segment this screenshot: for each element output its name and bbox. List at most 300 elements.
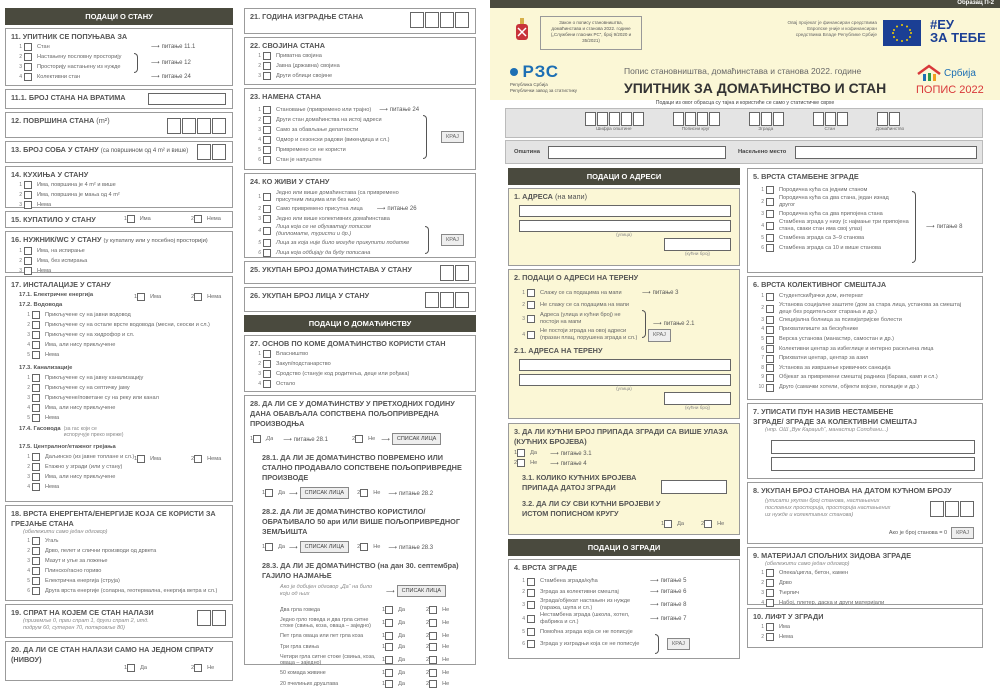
option[interactable]: 3 Ћерпич <box>761 589 800 596</box>
end-button[interactable]: КРАЈ <box>951 527 974 539</box>
question-title: 3. ДА ЛИ КУЋНИ БРОЈ ПРИПАДА ЗГРАДИ СА ВИШЕ УЛАЗА (КУЋНИХ БРОЈЕВА) <box>514 427 729 446</box>
question-2 <box>508 269 740 419</box>
checkbox[interactable] <box>429 606 437 614</box>
checkbox[interactable] <box>664 520 672 528</box>
checkbox[interactable] <box>24 43 32 51</box>
checkbox[interactable] <box>527 601 535 609</box>
checkbox[interactable] <box>265 543 273 551</box>
no-option[interactable]: 2 Не <box>426 656 450 663</box>
address-map-input[interactable] <box>519 205 731 217</box>
option[interactable]: 2 Нема <box>761 633 794 640</box>
option[interactable]: 2 Има, површина је мања од 4 m² <box>19 191 120 198</box>
checkbox[interactable] <box>127 664 135 672</box>
yes-option[interactable]: 1 Да <box>382 643 406 650</box>
yes-option[interactable]: 1 Има <box>124 216 151 222</box>
option[interactable]: 5 Нема <box>27 351 60 358</box>
code-digit-box[interactable] <box>673 112 684 126</box>
checkbox[interactable] <box>766 222 774 230</box>
yes-option[interactable]: 1 Да <box>382 680 406 687</box>
settlement-input[interactable] <box>795 146 977 159</box>
option[interactable]: 3 Специјална болница за психијатријске болести <box>761 316 902 323</box>
code-digit-box[interactable] <box>825 112 836 126</box>
code-digit-box[interactable] <box>877 112 888 126</box>
no-option[interactable]: 2 Не <box>426 680 450 687</box>
checkbox[interactable] <box>194 664 202 672</box>
checkbox[interactable] <box>263 360 271 368</box>
code-digit-box[interactable] <box>633 112 644 126</box>
checkbox[interactable] <box>429 619 437 627</box>
question-4 <box>508 559 740 659</box>
code-label: Шифра општине <box>596 126 632 131</box>
building-name-input-2[interactable] <box>771 457 975 471</box>
checkbox[interactable] <box>527 301 535 309</box>
checkbox[interactable] <box>32 547 40 555</box>
option[interactable]: 6 Стан је напуштен <box>258 156 322 163</box>
option[interactable]: 3 Просторију настањену из нужде <box>19 63 121 70</box>
code-digit-box[interactable] <box>761 112 772 126</box>
checkbox[interactable] <box>766 384 774 392</box>
checkbox[interactable] <box>32 351 40 359</box>
checkbox[interactable] <box>24 267 32 275</box>
checkbox[interactable] <box>263 239 271 247</box>
option[interactable]: 3 Једно или више колективних домаћинстава <box>258 215 390 222</box>
checkbox[interactable] <box>263 146 271 154</box>
checkbox[interactable] <box>32 567 40 575</box>
checkbox[interactable] <box>127 215 135 223</box>
checkbox[interactable] <box>194 215 202 223</box>
code-digit-box[interactable] <box>837 112 848 126</box>
checkbox[interactable] <box>32 404 40 412</box>
option[interactable]: 1 Једно или више домаћинстава (са привремено присутним лицима или без њих) <box>258 190 399 203</box>
option[interactable]: 3 Породична кућа са два припојена стана <box>761 210 883 217</box>
no-option[interactable]: 2 Нема <box>191 216 221 222</box>
checkbox[interactable] <box>263 106 271 114</box>
checkbox[interactable] <box>527 315 535 323</box>
checkbox[interactable] <box>32 463 40 471</box>
checkbox[interactable] <box>137 293 145 301</box>
checkbox[interactable] <box>194 293 202 301</box>
checkbox[interactable] <box>24 201 32 209</box>
person-list-button[interactable]: СПИСАК ЛИЦА <box>392 433 441 445</box>
option[interactable]: 6 Колективни центар за избеглице и интерно расељена лица <box>761 345 934 352</box>
checkbox[interactable] <box>766 234 774 242</box>
no-option[interactable]: 2 Не <box>351 436 376 442</box>
checkbox[interactable] <box>704 520 712 528</box>
option[interactable]: 2 Дрво <box>761 579 792 586</box>
yes-option[interactable]: 1 Да <box>382 632 406 639</box>
option[interactable]: 1 Становање (привремено или трајно) ⟶ питање 24 <box>258 106 420 113</box>
code-group[interactable] <box>672 112 720 137</box>
option[interactable]: 2 Прикључене су на остале врсте водовода (месни, сеоски и сл.) <box>27 321 210 328</box>
livestock-row: Четири грла ситне стоке (свиња, коза, оваца – заједно) 1 Да 2 Не <box>280 653 450 666</box>
checkbox[interactable] <box>766 355 774 363</box>
option[interactable]: 4 Има, али нису прикључене <box>27 404 116 411</box>
checkbox[interactable] <box>766 186 774 194</box>
option[interactable]: 4 Нестамбена зграда (школа, хотел, фабрика и сл.) ⟶ питање 7 <box>522 612 687 625</box>
no-option[interactable]: 2 Не <box>426 632 450 639</box>
rooms-digit-boxes[interactable] <box>196 144 226 160</box>
checkbox[interactable] <box>766 293 774 301</box>
option[interactable]: 5 Стамбена зграда са 3–9 станова <box>761 234 865 241</box>
option[interactable]: 4 Одмор и сезонски радови (викендица и сл.) <box>258 136 390 143</box>
checkbox[interactable] <box>766 316 774 324</box>
checkbox[interactable] <box>766 623 774 631</box>
no-option[interactable]: 2 Не <box>357 544 381 550</box>
checkbox[interactable] <box>766 336 774 344</box>
option[interactable]: 3 Прикључене су на хидрофор и сл. <box>27 331 135 338</box>
checkbox[interactable] <box>263 370 271 378</box>
checkbox[interactable] <box>263 215 271 223</box>
no-option[interactable]: 2 Не <box>426 669 450 676</box>
checkbox[interactable] <box>429 656 437 664</box>
option[interactable]: 4 Нема <box>27 483 60 490</box>
checkbox[interactable] <box>766 345 774 353</box>
question-18 <box>5 505 233 601</box>
checkbox[interactable] <box>263 350 271 358</box>
checkbox[interactable] <box>766 589 774 597</box>
checkbox[interactable] <box>360 543 368 551</box>
option[interactable]: 6 Стамбена зграда са 10 и више станова <box>761 244 881 251</box>
checkbox[interactable] <box>263 72 271 80</box>
checkbox[interactable] <box>24 191 32 199</box>
yes-option[interactable]: 1 Да <box>661 521 685 527</box>
question-12 <box>5 112 233 138</box>
option[interactable]: 2 Дрво, пелет и слични производи од дрвета <box>27 547 157 554</box>
yes-option[interactable]: 1 Да <box>124 665 148 671</box>
building-name-input-1[interactable] <box>771 440 975 454</box>
option[interactable]: 4 Не постоји зграда на овој адреси (празан плац, порушена зграда и сл.) КРАЈ <box>514 327 734 343</box>
checkbox[interactable] <box>263 227 271 235</box>
checkbox[interactable] <box>385 680 393 688</box>
checkbox[interactable] <box>263 116 271 124</box>
coat-of-arms-icon <box>512 18 532 46</box>
no-option[interactable]: 2 Не <box>426 619 450 626</box>
code-digit-box[interactable] <box>609 112 620 126</box>
checkbox[interactable] <box>385 643 393 651</box>
option[interactable]: 5 Лица за која није било могуће прикупити податке <box>258 239 410 246</box>
code-digit-box[interactable] <box>697 112 708 126</box>
option[interactable]: 1 Прикључене су на јавну канализацију <box>27 374 144 381</box>
yes-option[interactable]: 1 Да <box>262 490 286 496</box>
checkbox[interactable] <box>766 305 774 313</box>
option[interactable]: 4 Прихватилиште за бескућнике <box>761 326 859 333</box>
checkbox[interactable] <box>24 247 32 255</box>
checkbox[interactable] <box>32 331 40 339</box>
checkbox[interactable] <box>32 587 40 595</box>
option[interactable]: 1 Угаљ <box>27 537 59 544</box>
option[interactable]: 1 Има, на испирање <box>19 247 85 254</box>
households-digit-boxes[interactable] <box>439 265 469 281</box>
yes-option[interactable]: 1 Да <box>382 606 406 613</box>
person-list-button[interactable]: СПИСАК ЛИЦА <box>300 541 349 553</box>
checkbox[interactable] <box>527 628 535 636</box>
option[interactable]: 4 Остало <box>258 380 296 387</box>
yes-option[interactable]: 1 Да <box>382 656 406 663</box>
option[interactable]: 1 Даљинско (из јавне топлане и сл.) <box>27 453 135 460</box>
checkbox[interactable] <box>24 73 32 81</box>
checkbox[interactable] <box>24 63 32 71</box>
checkbox[interactable] <box>527 615 535 623</box>
option[interactable]: 2 Само привремено присутна лица ⟶ питање 26 <box>258 205 417 212</box>
checkbox[interactable] <box>32 537 40 545</box>
checkbox[interactable] <box>263 136 271 144</box>
option[interactable]: 1 Стан <box>19 43 50 50</box>
street-field-input[interactable] <box>519 374 731 386</box>
code-label: Зграда <box>758 126 774 131</box>
option[interactable]: 5 Електрична енергија (струја) <box>27 577 120 584</box>
option[interactable]: 8 Установа за извршење кривичних санкција <box>761 364 891 371</box>
no-option[interactable]: 2 Не <box>514 460 538 466</box>
checkbox[interactable] <box>429 643 437 651</box>
apartment-number-input[interactable] <box>148 93 226 105</box>
checkbox[interactable] <box>355 435 363 443</box>
code-digit-box[interactable] <box>585 112 596 126</box>
option[interactable]: 1 Опека/цигла, бетон, камен <box>761 569 849 576</box>
instruction-note: (приземље 0, први спрат 1, други спрат 2, итд. подрум 60, сутерен 70, поткровље 80) <box>23 618 149 631</box>
end-button[interactable]: КРАЈ <box>441 234 464 246</box>
checkbox[interactable] <box>385 606 393 614</box>
house-number-map-input[interactable] <box>664 238 731 251</box>
option[interactable]: 5 Верска установа (манастир, самостан и др.) <box>761 336 895 343</box>
option[interactable]: 5 Нема <box>27 414 60 421</box>
option[interactable]: 3 Има, али нису прикључене <box>27 473 116 480</box>
option[interactable]: 2 Има, без испирања <box>19 257 88 264</box>
code-digit-box[interactable] <box>813 112 824 126</box>
area-digit-boxes[interactable] <box>166 118 226 134</box>
question-title: 9. МАТЕРИЈАЛ СПОЉНИХ ЗИДОВА ЗГРАДЕ <box>753 551 912 560</box>
no-option[interactable]: 2 Нема <box>191 294 222 300</box>
option[interactable]: 3 Само за обављање делатности <box>258 126 359 133</box>
checkbox[interactable] <box>360 489 368 497</box>
checkbox[interactable] <box>766 579 774 587</box>
livestock-table <box>250 604 470 689</box>
checkbox[interactable] <box>24 53 32 61</box>
instruction-note: (уписати укупан број станова, настањених пословних просторија, просторија настањених из нужде и колективних станова) <box>765 498 891 518</box>
option[interactable]: 10 Друго (самачки хотели, објекти војске, полиције и др.) <box>758 384 919 391</box>
checkbox[interactable] <box>385 632 393 640</box>
option[interactable]: 1 Стамбена зграда/кућа ⟶ питање 5 <box>522 578 687 584</box>
code-group[interactable] <box>812 112 848 137</box>
checkbox[interactable] <box>263 126 271 134</box>
question-title: 6. ВРСТА КОЛЕКТИВНОГ СМЕШТАЈА <box>753 280 887 289</box>
checkbox[interactable] <box>766 244 774 252</box>
checkbox[interactable] <box>517 449 525 457</box>
option[interactable]: 2 Настањену пословну просторију <box>19 53 122 60</box>
option-label: Настањену пословну просторију <box>37 53 122 60</box>
checkbox[interactable] <box>766 633 774 641</box>
option[interactable]: 1 Прикључене су на јавни водовод <box>27 311 131 318</box>
code-digit-box[interactable] <box>773 112 784 126</box>
no-option[interactable]: 2 Не <box>191 665 215 671</box>
option[interactable]: 2 Прикључене су на септичку јаму <box>27 384 130 391</box>
checkbox[interactable] <box>385 669 393 677</box>
option[interactable]: 4 Набој, плетер, даска и други материјали <box>761 599 885 606</box>
checkbox[interactable] <box>527 331 535 339</box>
option[interactable]: 4 Има, али нису прикључене <box>27 341 116 348</box>
option[interactable]: 3 Сродство (станује код родитеља, деце или рођака) <box>258 370 410 377</box>
checkbox[interactable] <box>32 341 40 349</box>
checkbox[interactable] <box>766 210 774 218</box>
option[interactable]: 3 Зграда/објекат настањен из нужде (гаража, шупа и сл.) ⟶ питање 8 <box>522 598 687 611</box>
code-group[interactable] <box>748 112 784 137</box>
end-button[interactable]: КРАЈ <box>667 638 690 650</box>
checkbox[interactable] <box>32 374 40 382</box>
end-button[interactable]: КРАЈ <box>441 131 464 143</box>
option[interactable]: 4 Колективни стан <box>19 73 81 80</box>
code-group[interactable] <box>876 112 904 137</box>
checkbox[interactable] <box>766 599 774 607</box>
checkbox[interactable] <box>194 455 202 463</box>
checkbox[interactable] <box>32 473 40 481</box>
municipality-input[interactable] <box>548 146 726 159</box>
checkbox[interactable] <box>265 489 273 497</box>
option[interactable]: 3 Нема <box>19 267 52 274</box>
checkbox[interactable] <box>527 640 535 648</box>
checkbox[interactable] <box>263 249 271 257</box>
checkbox[interactable] <box>429 669 437 677</box>
brace <box>425 226 429 254</box>
option[interactable]: 2 Установа социјалне заштите (дом за стара лица, установа за смештај деце без родитељског старања и др.) <box>761 301 962 315</box>
street-map-input[interactable] <box>519 220 731 232</box>
code-digit-box[interactable] <box>597 112 608 126</box>
checkbox[interactable] <box>429 680 437 688</box>
checkbox[interactable] <box>429 632 437 640</box>
checkbox[interactable] <box>766 374 774 382</box>
code-digit-box[interactable] <box>685 112 696 126</box>
option[interactable]: 6 Друга врста енергије (соларна, геотермална, енергија ветра и сл.) <box>27 587 218 594</box>
checkbox[interactable] <box>527 578 535 586</box>
option[interactable]: 3 Прикључене/поветане су на реку или канал <box>27 394 159 401</box>
option[interactable]: 5 Помоћна зграда која се не пописује <box>522 628 633 635</box>
checkbox[interactable] <box>32 384 40 392</box>
checkbox[interactable] <box>263 205 271 213</box>
option[interactable]: 2 Јавна (државна) својина <box>258 62 340 69</box>
yes-option[interactable]: 1 Да <box>382 669 406 676</box>
checkbox[interactable] <box>32 557 40 565</box>
persons-digit-boxes[interactable] <box>424 292 469 308</box>
option[interactable]: 2 Други стан домаћинства на истој адреси <box>258 116 382 123</box>
option[interactable]: 1 Власништво <box>258 350 309 357</box>
option[interactable]: 4 Лица која се не обухватају пописом (дипломате, туристи и др.) <box>258 224 371 237</box>
checkbox[interactable] <box>527 289 535 297</box>
question-11-1 <box>5 89 233 109</box>
option[interactable]: 5 Привремено се не користи <box>258 146 346 153</box>
option[interactable]: 6 Зграда у изградњи која се не пописује <box>522 640 640 647</box>
option-label: Има, без испирања <box>37 257 88 264</box>
no-option[interactable]: 2 Не <box>426 606 450 613</box>
checkbox[interactable] <box>766 198 774 206</box>
checkbox[interactable] <box>32 414 40 422</box>
checkbox[interactable] <box>263 380 271 388</box>
no-option[interactable]: 2 Не <box>701 521 725 527</box>
checkbox[interactable] <box>385 656 393 664</box>
code-digit-box[interactable] <box>709 112 720 126</box>
yes-option[interactable]: 1 Да <box>382 619 406 626</box>
apartments-digit-boxes[interactable] <box>929 501 974 517</box>
option[interactable]: 1 Приватна својина <box>258 52 322 59</box>
checkbox[interactable] <box>32 311 40 319</box>
person-list-button[interactable]: СПИСАК ЛИЦА <box>300 487 349 499</box>
option[interactable]: 4 Стамбена зграда у низу (с најмање три припојена стана, сваки стан има свој улаз) <box>761 219 909 232</box>
option-label: Стан <box>37 43 50 50</box>
checkbox[interactable] <box>32 577 40 585</box>
option[interactable]: 3 Нема <box>19 201 52 208</box>
checkbox[interactable] <box>263 62 271 70</box>
checkbox[interactable] <box>32 453 40 461</box>
yes-option[interactable]: 1 Да <box>514 450 538 456</box>
checkbox[interactable] <box>263 52 271 60</box>
option[interactable]: 9 Објекат за привремени смештај радника (баракa, камп и сл.) <box>761 374 938 381</box>
option[interactable]: 2 Зграда за колективни смештај ⟶ питање 6 <box>522 589 687 595</box>
address-field-input[interactable] <box>519 359 731 371</box>
option[interactable]: 3 Адреса (улица и кућни број) не постоји на мапи <box>522 312 621 325</box>
code-digit-box[interactable] <box>889 112 900 126</box>
no-option[interactable]: 2 Не <box>426 643 450 650</box>
checkbox[interactable] <box>137 455 145 463</box>
option[interactable]: 2 Етажно у згради (или у стану) <box>27 463 123 470</box>
option[interactable]: 1 Студентски/ђачки дом, интернат <box>761 293 864 300</box>
option[interactable]: 3 Други облици својине <box>258 72 333 79</box>
year-digit-boxes[interactable] <box>409 12 469 28</box>
checkbox[interactable] <box>517 459 525 467</box>
option[interactable]: 2 Закуп/подстанарство <box>258 360 331 367</box>
checkbox[interactable] <box>766 569 774 577</box>
yes-option[interactable]: 1 Има <box>134 456 162 462</box>
checkbox[interactable] <box>32 394 40 402</box>
checkbox[interactable] <box>253 435 261 443</box>
option[interactable]: 2 Не слажу се са подацима на мапи <box>522 301 630 308</box>
code-digit-box[interactable] <box>749 112 760 126</box>
no-option[interactable]: 2 Не <box>357 490 381 496</box>
no-option[interactable]: 2 Нема <box>191 456 222 462</box>
floor-digit-boxes[interactable] <box>196 610 226 626</box>
checkbox[interactable] <box>24 181 32 189</box>
section-header-building: ПОДАЦИ О ЗГРАДИ <box>508 539 740 556</box>
checkbox[interactable] <box>527 589 535 597</box>
option[interactable]: 6 Лица која одбијају да буду пописана <box>258 249 371 256</box>
checkbox[interactable] <box>24 257 32 265</box>
code-group[interactable] <box>584 112 644 137</box>
option[interactable]: 7 Прихватни центар, центар за азил <box>761 355 869 362</box>
house-numbers-count-input[interactable] <box>661 480 727 494</box>
option[interactable]: 2 Породична кућа са два стана, један изнад другог <box>761 195 889 208</box>
checkbox[interactable] <box>263 193 271 201</box>
subquestion-2-1: 2.1. АДРЕСА НА ТЕРЕНУ <box>514 346 603 355</box>
checkbox[interactable] <box>766 364 774 372</box>
end-button[interactable]: КРАЈ <box>648 329 671 342</box>
house-number-field-input[interactable] <box>664 392 731 405</box>
yes-option[interactable]: 1 Да <box>250 436 274 442</box>
yes-option[interactable]: 1 Има <box>134 294 162 300</box>
code-digit-box[interactable] <box>621 112 632 126</box>
yes-option[interactable]: 1 Да <box>262 544 286 550</box>
jump-arrow: ⟶ питање 28.3 <box>388 544 434 551</box>
checkbox[interactable] <box>32 321 40 329</box>
checkbox[interactable] <box>766 326 774 334</box>
option[interactable]: 1 Има, површина је 4 m² и више <box>19 181 116 188</box>
checkbox[interactable] <box>263 156 271 164</box>
jump-arrow: ⟶ питање 24 <box>151 74 191 80</box>
question-title: 5. ВРСТА СТАМБЕНЕ ЗГРАДЕ <box>753 172 859 181</box>
option[interactable]: 4 Плинско/гасно гориво <box>27 567 102 574</box>
checkbox[interactable] <box>32 483 40 491</box>
option[interactable]: 1 Има <box>761 623 790 630</box>
option[interactable]: 3 Мазут и уље за ложење <box>27 557 108 564</box>
checkbox[interactable] <box>385 619 393 627</box>
option[interactable]: 1 Слажу се са подацима на мапи ⟶ питање 3 <box>522 289 679 296</box>
option[interactable]: 1 Породична кућа са једним станом <box>761 186 868 193</box>
person-list-button[interactable]: СПИСАК ЛИЦА <box>397 585 446 597</box>
